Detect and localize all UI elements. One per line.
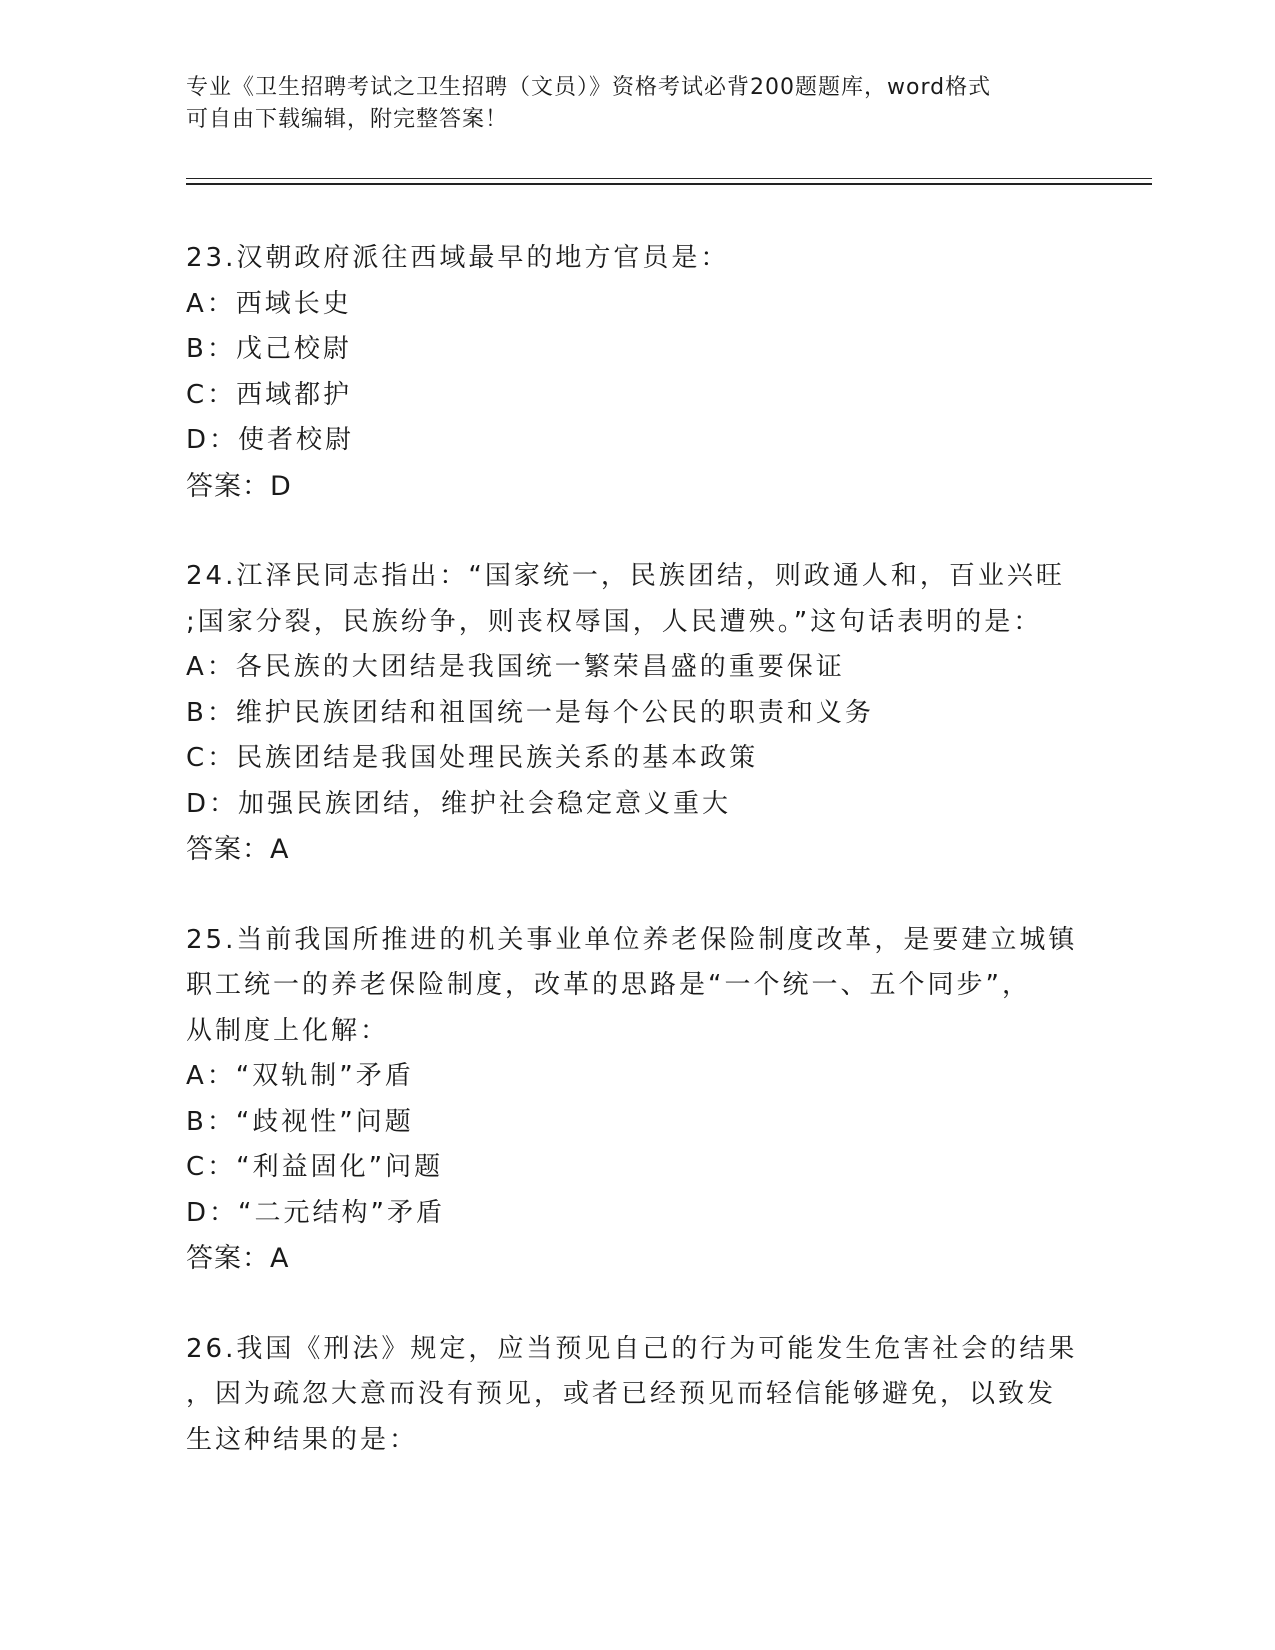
option-b: B：“歧视性”问题	[186, 1106, 414, 1137]
option-c: C：民族团结是我国处理民族关系的基本政策	[186, 743, 759, 773]
question-26	[186, 1327, 1106, 1464]
option-a: A：“双轨制”矛盾	[186, 1061, 414, 1091]
option-a: A：西域长史	[186, 288, 352, 319]
document-header	[186, 72, 1086, 136]
option-c: C：西域都护	[186, 379, 353, 410]
option-c: C：“利益固化”问题	[186, 1152, 444, 1182]
header-line-2: 可自由下载编辑，附完整答案！	[186, 107, 509, 132]
question-24	[186, 554, 1106, 873]
answer-label: 答案：A	[186, 1243, 290, 1274]
question-stem: 23.汉朝政府派往西域最早的地方官员是：	[186, 243, 730, 273]
question-stem: 24.江泽民同志指出：“国家统一，民族团结，则政通人和，百业兴旺	[186, 561, 1065, 591]
option-b: B：维护民族团结和祖国统一是每个公民的职责和义务	[186, 697, 874, 728]
question-25	[186, 918, 1106, 1282]
question-stem: 25.当前我国所推进的机关事业单位养老保险制度改革，是要建立城镇	[186, 924, 1078, 955]
question-stem: ，因为疏忽大意而没有预见，或者已经预见而轻信能够避免，以致发	[186, 1379, 1057, 1409]
question-stem: 职工统一的养老保险制度，改革的思路是“一个统一、五个同步”，	[186, 970, 1031, 1000]
question-23	[186, 236, 1106, 509]
question-stem: 26.我国《刑法》规定，应当预见自己的行为可能发生危害社会的结果	[186, 1333, 1078, 1364]
question-list	[186, 236, 1106, 1508]
option-d: D：使者校尉	[186, 425, 355, 455]
option-d: D：“二元结构”矛盾	[186, 1197, 445, 1228]
question-stem: ;国家分裂，民族纷争，则丧权辱国，人民遭殃。”这句话表明的是：	[186, 606, 1043, 637]
header-line-1: 专业《卫生招聘考试之卫生招聘（文员）》资格考试必背200题题库，word格式	[186, 75, 992, 100]
option-a: A：各民族的大团结是我国统一繁荣昌盛的重要保证	[186, 652, 845, 682]
question-stem: 从制度上化解：	[186, 1015, 390, 1046]
option-b: B：戊己校尉	[186, 334, 352, 364]
question-stem: 生这种结果的是：	[186, 1424, 419, 1455]
answer-label: 答案：A	[186, 834, 290, 865]
header-divider-thick	[186, 183, 1152, 185]
option-d: D：加强民族团结，维护社会稳定意义重大	[186, 788, 732, 819]
header-divider-thin	[186, 178, 1152, 179]
answer-label: 答案：D	[186, 470, 292, 502]
